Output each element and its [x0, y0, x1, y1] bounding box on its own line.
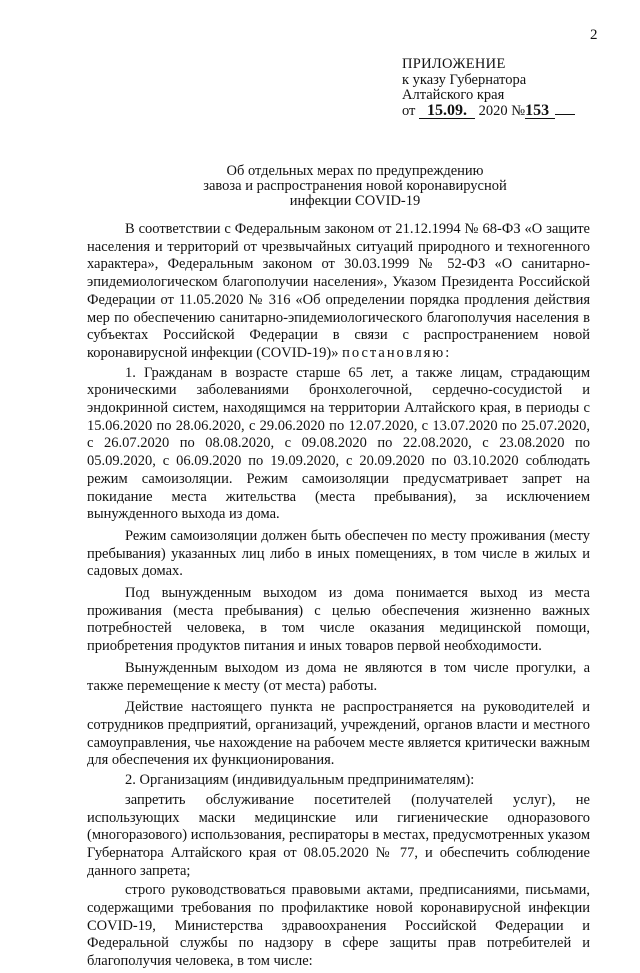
number-sign: № — [511, 102, 526, 119]
appendix-line-3: Алтайского края — [402, 87, 505, 103]
appendix-line-2: к указу Губернатора — [402, 71, 527, 88]
paragraph-1: 1. Гражданам в возрасте старше 65 лет, а также лицам, страдающим хроническими заболеваниями бронхолегочной, сердечно-сосудистой и эндокринной систем, находящимся на территории Алтайского края, в периоды с 15.06.2020 по 28.06.2020, с 29.06.2020 по 12.07.2020, с 13.07.2020 по 25.07.2020, с 26.07.2020 по 08.08.2020, с 09.08.2020 по 22.08.2020, с 23.08.2020 по 05.09.2020, с 06.09.2020 по 19.09.2020, с 20.09.2020 по 03.10.2020 соблюдать режим самоизоляции. Режим самоизоляции предусматривает запрет на покидание места жительства (места пребывания), за исключением вынужденного выхода из дома. — [87, 364, 590, 523]
appendix-title: ПРИЛОЖЕНИЕ — [402, 56, 506, 72]
paragraph-4: Вынужденным выходом из дома не являются в том числе прогулки, а также перемещение к месту (от места) работы. — [87, 659, 590, 694]
page-number: 2 — [590, 27, 598, 43]
title-line-3: инфекции COVID-19 — [289, 193, 421, 209]
appendix-date-line — [402, 101, 575, 120]
paragraph-7: запретить обслуживание посетителей (получателей услуг), не использующих маски медицинские или гигиенические одноразового (многоразового) использования, респираторы в местах, предусмотренных указом Губернатора Алтайского края от 08.05.2020 № 77, и обеспечить соблюдение данного запрета; — [87, 791, 590, 879]
paragraph-2: Режим самоизоляции должен быть обеспечен по месту проживания (месту пребывания) указанных лиц либо в иных помещениях, в том числе в жилых и садовых домах. — [87, 527, 590, 580]
decree-number: 153 — [525, 104, 555, 119]
from-label: от — [402, 102, 416, 119]
document-title — [150, 164, 560, 209]
title-line-2: завоза и распространения новой коронавирусной — [203, 178, 507, 194]
title-line-1: Об отдельных мерах по предупреждению — [226, 163, 484, 179]
paragraph-3: Под вынужденным выходом из дома понимается выход из места проживания (места пребывания) с целью обеспечения жизненно важных потребностей человека, в том числе оказания медицинской помощи, приобретения продуктов питания и иных товаров первой необходимости. — [87, 585, 590, 655]
paragraph-5: Действие настоящего пункта не распространяется на руководителей и сотрудников предприятий, организаций, учреждений, органов власти и местного самоуправления, чье нахождение на рабочем месте является критически важным для обеспечения их функционирования. — [87, 699, 590, 769]
paragraph-8: строго руководствоваться правовыми актами, предписаниями, письмами, содержащими требования по профилактике новой коронавирусной инфекции COVID-19, Министерства здравоохранения Российской Федерации и Федеральной службы по надзору в сфере защиты прав потребителей и благополучия человека, в том числе: — [87, 882, 590, 970]
appendix-block — [402, 57, 575, 119]
document-body — [87, 221, 590, 973]
intro-paragraph — [87, 221, 590, 363]
number-underline-tail — [555, 114, 575, 115]
decree-year: 2020 — [478, 102, 508, 119]
decree-word: постановляю: — [342, 344, 452, 361]
intro-text: В соответствии с Федеральным законом от 21.12.1994 № 68-ФЗ «О защите населения и территорий от чрезвычайных ситуаций природного и техногенного характера», Федеральным законом от 30.03.1999 № 52-ФЗ «О санитарно-эпидемиологическом благополучии населения», Указом Президента Российской Федерации от 11.05.2020 № 316 «Об определении порядка продления действия мер по обеспечению санитарно-эпидемиологического благополучия населения в субъектах Российской Федерации в связи с распространением новой коронавирусной инфекции (COVID-19)» — [87, 221, 590, 361]
decree-date: 15.09. — [419, 104, 475, 119]
paragraph-6: 2. Организациям (индивидуальным предпринимателям): — [125, 772, 475, 789]
